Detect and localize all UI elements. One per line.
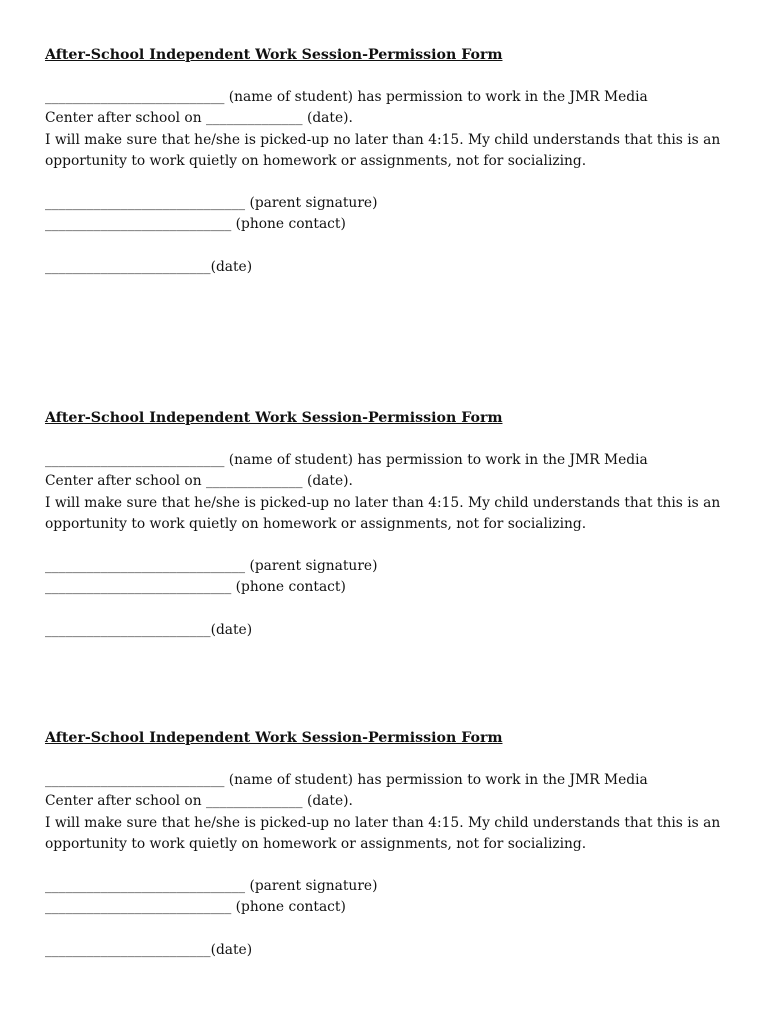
session-date-line: Center after school on ______________ (date). [45,110,353,127]
purpose-statement: opportunity to work quietly on homework or assignments, not for socializing. [45,835,587,852]
phone-contact-line: ___________________________ (phone contact) [45,216,346,233]
student-name-line: __________________________ (name of student) has permission to work in the JMR Media [45,89,648,105]
parent-signature-line: _____________________________ (parent signature) [45,195,378,212]
form-title: After-School Independent Work Session-Permission Form [45,47,503,63]
pickup-statement: I will make sure that he/she is picked-up no later than 4:15. My child understands that this is an [45,814,721,831]
pickup-statement: I will make sure that he/she is picked-up no later than 4:15. My child understands that this is an [45,494,721,511]
student-name-line: __________________________ (name of student) has permission to work in the JMR Media [45,772,648,788]
spacer [45,599,745,620]
session-date-line: Center after school on ______________ (date). [45,473,353,490]
signature-date-line: ________________________(date) [45,941,253,958]
session-date-line: Center after school on ______________ (date). [45,793,353,810]
spacer [45,535,745,556]
phone-contact-line: ___________________________ (phone contact) [45,899,346,916]
spacer [45,172,745,193]
purpose-statement: opportunity to work quietly on homework or assignments, not for socializing. [45,515,587,532]
pickup-statement: I will make sure that he/she is picked-up no later than 4:15. My child understands that this is an [45,131,721,148]
permission-form-3 [45,729,745,961]
parent-signature-line: _____________________________ (parent signature) [45,558,378,575]
spacer [45,236,745,257]
form-title: After-School Independent Work Session-Permission Form [45,730,503,746]
purpose-statement: opportunity to work quietly on homework or assignments, not for socializing. [45,152,587,169]
spacer [45,855,745,876]
spacer [45,919,745,940]
student-name-line: __________________________ (name of student) has permission to work in the JMR Media [45,452,648,468]
permission-form-1 [45,46,745,278]
form-title: After-School Independent Work Session-Permission Form [45,410,503,426]
signature-date-line: ________________________(date) [45,258,253,275]
permission-form-2 [45,409,745,641]
signature-date-line: ________________________(date) [45,621,253,638]
phone-contact-line: ___________________________ (phone contact) [45,579,346,596]
parent-signature-line: _____________________________ (parent signature) [45,878,378,895]
